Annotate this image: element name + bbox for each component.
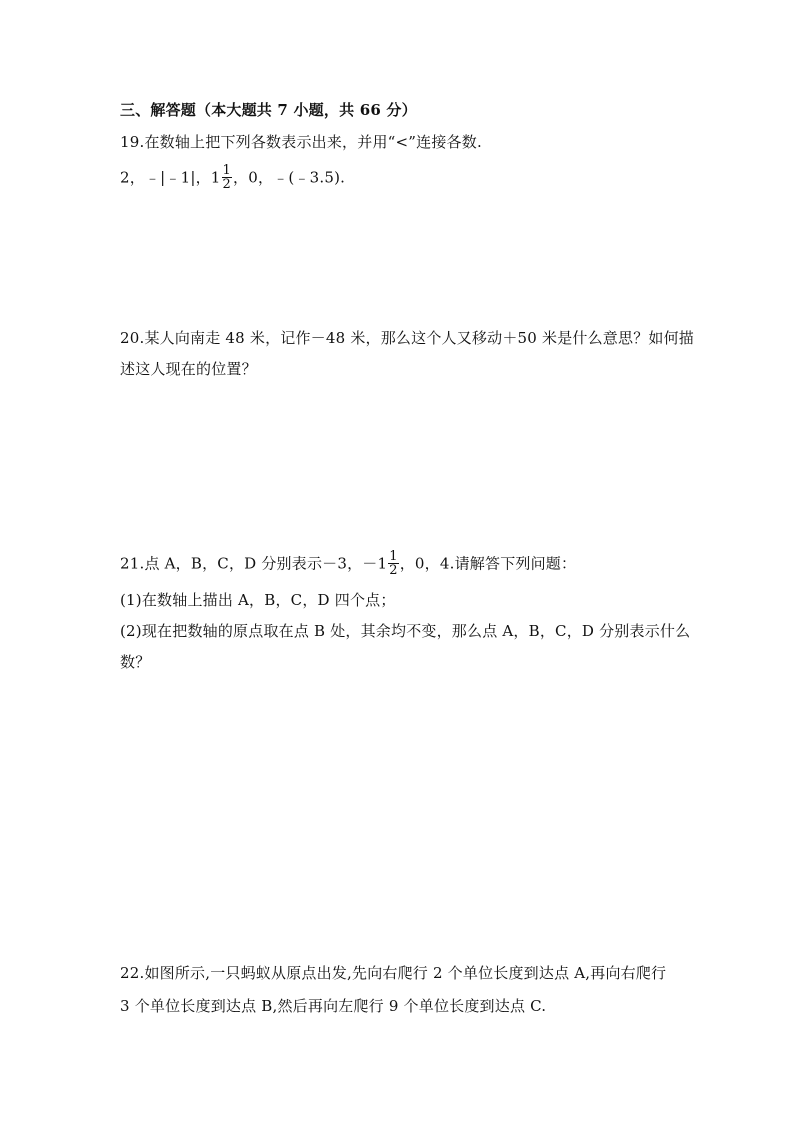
question-20-line-1: 20.某人向南走 48 米，记作－48 米，那么这个人又移动＋50 米是什么意思？如何描 bbox=[120, 329, 694, 347]
fraction-denominator: 2 bbox=[389, 563, 398, 578]
fraction-one-half bbox=[222, 164, 232, 191]
question-19-values bbox=[120, 165, 345, 192]
question-19-values-after: ，0，﹣(﹣3.5). bbox=[233, 168, 346, 187]
question-21-intro bbox=[120, 551, 576, 578]
section-title: 三、解答题（本大题共 7 小题，共 66 分） bbox=[120, 101, 417, 119]
question-21-part-1: (1)在数轴上描出 A，B，C，D 四个点； bbox=[120, 591, 396, 609]
fraction-numerator: 1 bbox=[389, 549, 398, 564]
question-21-intro-before: 21.点 A，B，C，D 分别表示－3，－1 bbox=[120, 554, 388, 573]
question-19-values-before: 2，﹣|﹣1|，1 bbox=[120, 168, 221, 187]
question-21-intro-after: ，0，4.请解答下列问题： bbox=[399, 554, 577, 573]
question-22-line-1: 22.如图所示,一只蚂蚁从原点出发,先向右爬行 2 个单位长度到达点 A,再向右爬行 bbox=[120, 964, 667, 982]
question-21-part-2-line-1: (2)现在把数轴的原点取在点 B 处，其余均不变，那么点 A，B，C，D 分别表示什么 bbox=[120, 622, 691, 640]
question-20-line-2: 述这人现在的位置？ bbox=[120, 360, 257, 378]
question-22-line-2: 3 个单位长度到达点 B,然后再向左爬行 9 个单位长度到达点 C. bbox=[120, 997, 547, 1015]
fraction-numerator: 1 bbox=[222, 163, 232, 178]
question-19-text: 19.在数轴上把下列各数表示出来，并用“<”连接各数. bbox=[120, 133, 482, 151]
fraction-denominator: 2 bbox=[222, 177, 232, 192]
fraction-one-half bbox=[388, 550, 398, 577]
question-21-part-2-line-2: 数？ bbox=[120, 653, 151, 671]
